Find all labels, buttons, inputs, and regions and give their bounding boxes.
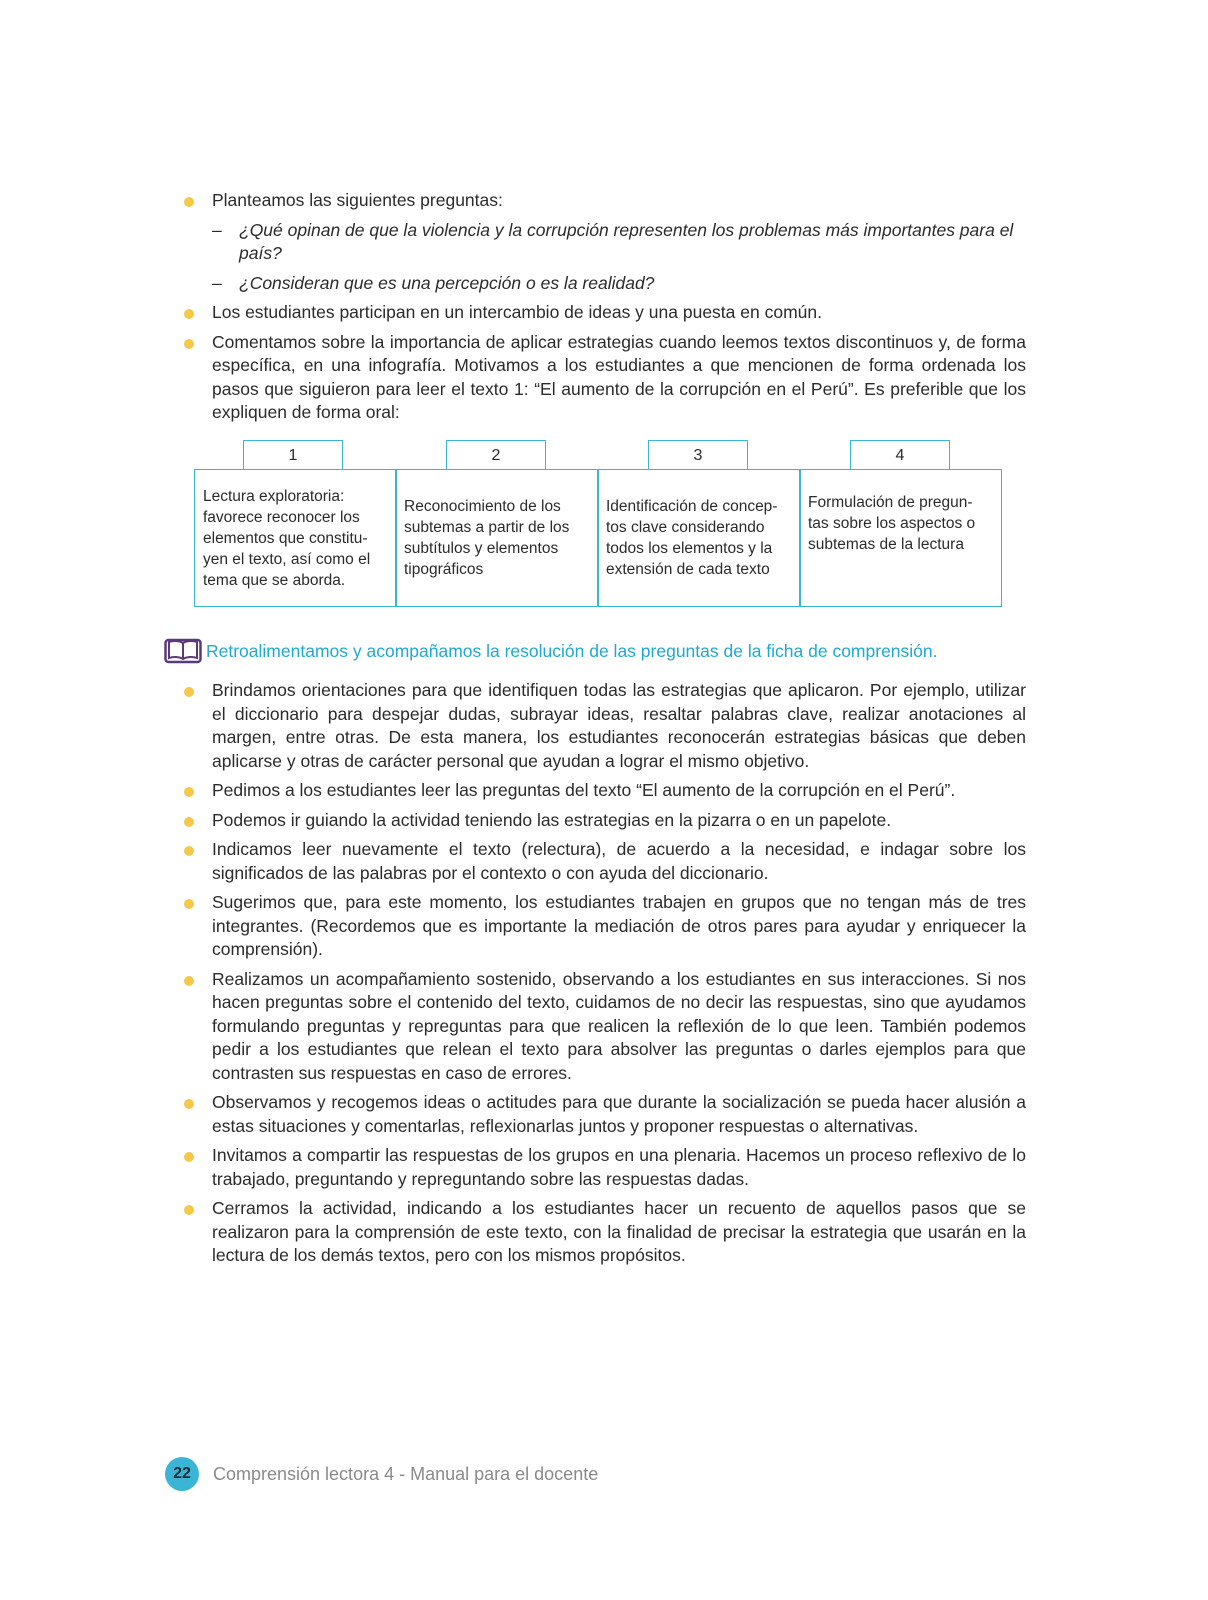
open-book-icon (164, 637, 202, 665)
bullet-dot-icon (184, 787, 194, 797)
list-item (184, 1091, 1026, 1138)
list-item-text: Sugerimos que, para este momento, los estudiantes trabajen en grupos que no tengan más de tres integrantes. (Recordemos que es importante la mediación de otros pares para ayudar y enriquecer la comprensión). (212, 892, 1026, 959)
bullet-dot-icon (184, 197, 194, 207)
list-item (184, 679, 1026, 773)
step-number-2: 2 (446, 440, 546, 469)
bullet-dot-icon (184, 846, 194, 856)
list-item (184, 331, 1026, 425)
bullet-dot-icon (184, 817, 194, 827)
list-item-text: Brindamos orientaciones para que identifiquen todas las estrategias que aplicaron. Por ejemplo, utilizar el diccionario para despejar dudas, subrayar ideas, resaltar palabras clave, realizar anotaciones al margen, entre otras. De esta manera, los estudiantes reconocerán estrategias básicas que deben aplicarse y otras de carácter personal que ayudan a lograr el mismo objetivo. (212, 680, 1026, 771)
bullet-dot-icon (184, 309, 194, 319)
list-item (184, 891, 1026, 962)
step-box-3 (597, 469, 801, 607)
bullet-dot-icon (184, 976, 194, 986)
bullet-dot-icon (184, 687, 194, 697)
section-heading (164, 637, 938, 665)
section-heading-text: Retroalimentamos y acompañamos la resolución de las preguntas de la ficha de comprensión. (206, 640, 938, 661)
intro-section (184, 189, 1026, 431)
feedback-list (184, 679, 1026, 1274)
page-footer (165, 1457, 598, 1491)
list-item (184, 1144, 1026, 1191)
list-item-text: Cerramos la actividad, indicando a los estudiantes hacer un recuento de aquellos pasos que se realizaron para la comprensión de este texto, con la finalidad de precisar la estrategia que usarán en la lectura de los demás textos, pero con los mismos propósitos. (212, 1198, 1026, 1265)
question-item (184, 272, 1026, 296)
list-item-text: Invitamos a compartir las respuestas de los grupos en una plenaria. Hacemos un proceso reflexivo de lo trabajado, preguntando y repreguntando sobre las respuestas dadas. (212, 1145, 1026, 1189)
dash-marker: – (212, 272, 222, 293)
step-box-1 (194, 469, 397, 607)
list-item-text: Realizamos un acompañamiento sostenido, observando a los estudiantes en sus interacciones. Si nos hacen preguntas sobre el contenido del texto, cuidamos de no decir las respuestas, sino que ayudamos formulando preguntas y repreguntas para que realicen la reflexión de lo que leen. También podemos pedir a los estudiantes que relean el texto para absolver las preguntas o darles ejemplos para que contrasten sus respuestas en caso de errores. (212, 968, 1026, 1083)
step-text: Reconocimiento de los subtemas a partir de los subtítulos y elementos tipográficos (404, 498, 570, 578)
list-item (184, 1197, 1026, 1268)
steps-diagram (194, 440, 1010, 608)
list-item (184, 779, 1026, 803)
step-box-4 (799, 469, 1002, 607)
bullet-dot-icon (184, 1152, 194, 1162)
footer-title: Comprensión lectora 4 - Manual para el docente (213, 1463, 599, 1484)
list-item (184, 189, 1026, 213)
list-item-text: Comentamos sobre la importancia de aplicar estrategias cuando leemos textos discontinuos y, de forma específica, en una infografía. Motivamos a los estudiantes a que mencionen de forma ordenada los pasos que siguieron para leer el texto 1: “El aumento de la corrupción en el Perú”. Es preferible que los expliquen de forma oral: (212, 331, 1026, 422)
page-number-badge: 22 (165, 1457, 199, 1491)
list-item (184, 968, 1026, 1086)
list-item-text: Los estudiantes participan en un intercambio de ideas y una puesta en común. (212, 302, 822, 322)
list-item (184, 809, 1026, 833)
question-item (184, 219, 1026, 266)
dash-marker: – (212, 219, 222, 240)
step-text: Identificación de concep-tos clave considerando todos los elementos y la extensión de cada texto (606, 498, 778, 578)
list-item (184, 838, 1026, 885)
step-number-1: 1 (243, 440, 343, 469)
question-text: ¿Consideran que es una percepción o es la realidad? (239, 272, 655, 293)
bullet-dot-icon (184, 899, 194, 909)
question-text: ¿Qué opinan de que la violencia y la corrupción representen los problemas más importantes para el país? (239, 219, 1014, 263)
step-number-3: 3 (648, 440, 748, 469)
list-item-text: Indicamos leer nuevamente el texto (relectura), de acuerdo a la necesidad, e indagar sobre los significados de las palabras por el contexto o con ayuda del diccionario. (212, 839, 1026, 883)
step-number-4: 4 (850, 440, 950, 469)
list-item (184, 301, 1026, 325)
step-box-2 (395, 469, 599, 607)
bullet-dot-icon (184, 1205, 194, 1215)
step-text: Lectura exploratoria: favorece reconocer los elementos que constitu-yen el texto, así como el tema que se aborda. (203, 487, 371, 589)
step-text: Formulación de pregun-tas sobre los aspectos o subtemas de la lectura (808, 494, 976, 553)
list-item-text: Podemos ir guiando la actividad teniendo las estrategias en la pizarra o en un papelote. (212, 809, 892, 830)
bullet-dot-icon (184, 1099, 194, 1109)
list-item-text: Observamos y recogemos ideas o actitudes para que durante la socialización se pueda hacer alusión a estas situaciones y comentarlas, reflexionarlas juntos y proponer respuestas o alternativas. (212, 1092, 1026, 1136)
list-item-text: Planteamos las siguientes preguntas: (212, 190, 503, 210)
bullet-dot-icon (184, 339, 194, 349)
list-item-text: Pedimos a los estudiantes leer las preguntas del texto “El aumento de la corrupción en el Perú”. (212, 780, 956, 800)
